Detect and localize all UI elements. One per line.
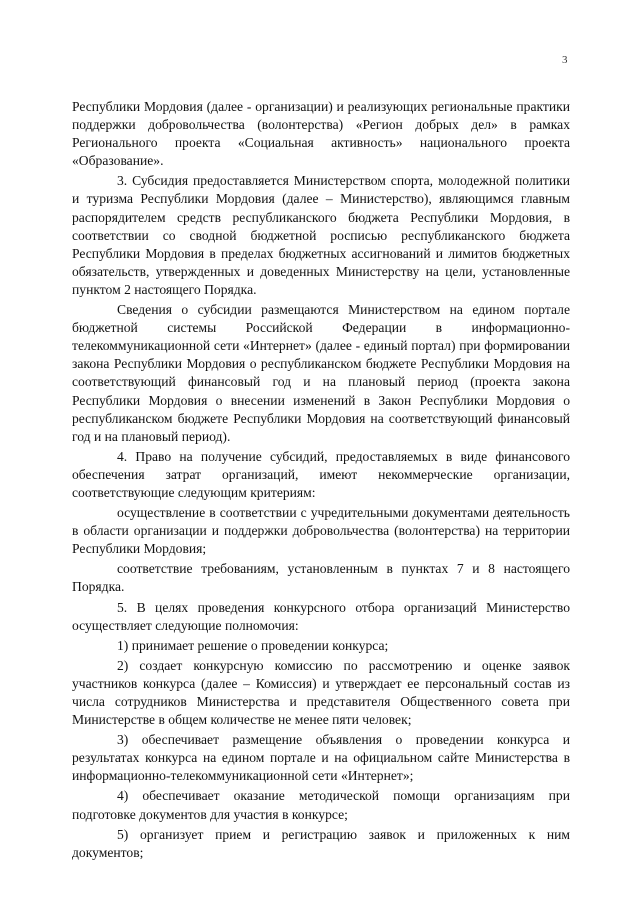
paragraph-criterion-1: осуществление в соответствии с учредительными документами деятельность в области организации и поддержки добровольчества (волонтерства) на территории Республики Мордовия; xyxy=(72,505,570,557)
document-body xyxy=(72,98,570,862)
paragraph-intro-continuation: Республики Мордовия (далее - организации) и реализующих региональные практики поддержки добровольчества (волонтерства) «Регион добрых дел» в рамках Регионального проекта «Социальная активность» национального проекта «Образование». xyxy=(72,99,570,169)
paragraph-power-4: 4) обеспечивает оказание методической помощи организациям при подготовке документов для участия в конкурсе; xyxy=(72,788,570,822)
paragraph-item-5: 5. В целях проведения конкурсного отбора организаций Министерство осуществляет следующие полномочия: xyxy=(72,599,570,633)
paragraph-item-4: 4. Право на получение субсидий, предоставляемых в виде финансового обеспечения затрат организаций, имеют некоммерческие организации, соответствующие следующим критериям: xyxy=(72,448,570,500)
paragraph-power-5: 5) организует прием и регистрацию заявок и приложенных к ним документов; xyxy=(72,826,570,860)
paragraph-criterion-2: соответствие требованиям, установленным в пунктах 7 и 8 настоящего Порядка. xyxy=(72,561,570,595)
paragraph-power-2: 2) создает конкурсную комиссию по рассмотрению и оценке заявок участников конкурса (далее – Комиссия) и утверждает ее персональный состав из числа сотрудников Министерства и представителя Общественного совета при Министерстве в общем количестве не менее пяти человек; xyxy=(72,657,570,728)
paragraph-subsidy-info: Сведения о субсидии размещаются Министерством на едином портале бюджетной системы Российской Федерации в информационно-телекоммуникационной сети «Интернет» (далее - единый портал) при формировании закона Республики Мордовия о республиканском бюджете Республики Мордовия на соответствующий финансовый год и на плановый период (проекта закона Республики Мордовия о внесении изменений в Закон Республики Мордовия о республиканском бюджете Республики Мордовия на соответствующий финансовый год и на плановый период). xyxy=(72,302,570,444)
paragraph-power-1: 1) принимает решение о проведении конкурса; xyxy=(117,637,389,653)
paragraph-item-3: 3. Субсидия предоставляется Министерством спорта, молодежной политики и туризма Республики Мордовия (далее – Министерство), являющимся главным распорядителем средств республиканского бюджета Республики Мордовия, в соответствии со сводной бюджетной росписью республиканского бюджета Республики Мордовия в пределах бюджетных ассигнований и лимитов бюджетных обязательств, утвержденных и доведенных Министерству на цели, установленные пунктом 2 настоящего Порядка. xyxy=(72,173,570,297)
paragraph-power-3: 3) обеспечивает размещение объявления о проведении конкурса и результатах конкурса на едином портале и на официальном сайте Министерства в информационно-телекоммуникационной сети «Интернет»; xyxy=(72,732,570,784)
page-number: 3 xyxy=(562,54,568,66)
